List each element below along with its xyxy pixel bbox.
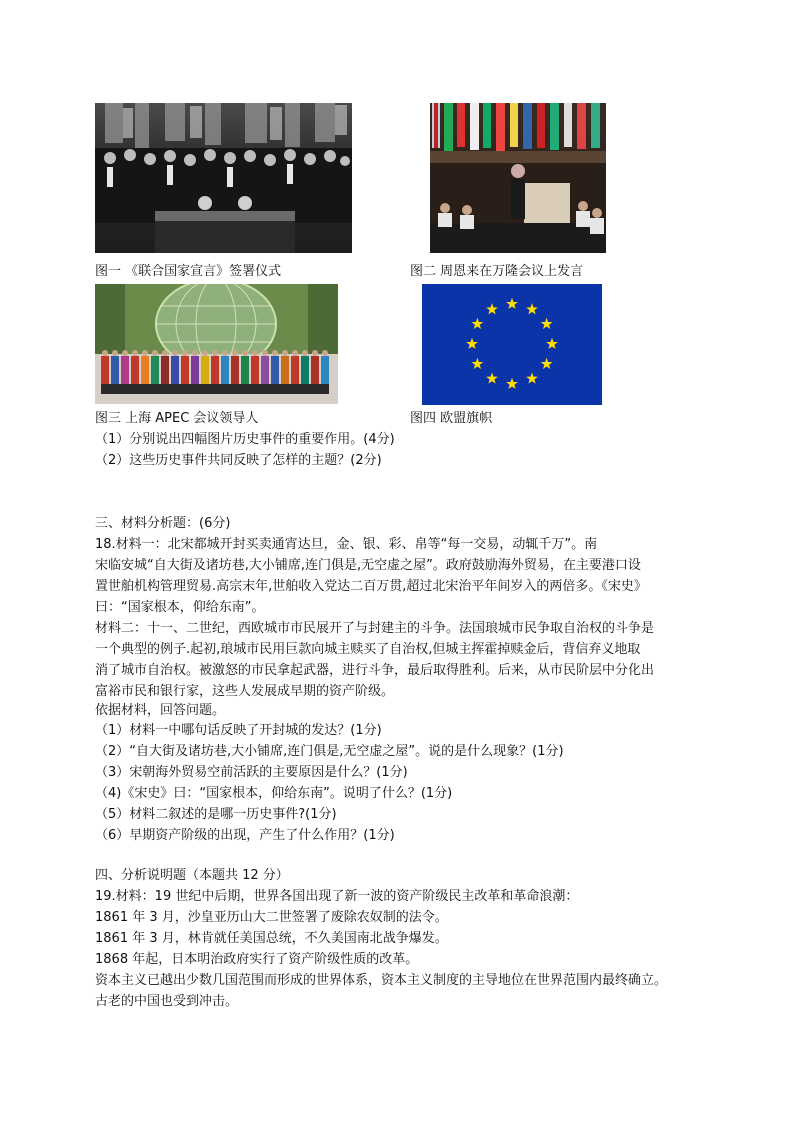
section4-line1: 19.材料：19 世纪中后期，世界各国出现了新一波的资产阶级民主改革和革命浪潮： (95, 889, 579, 904)
figure-question-1: （1）分别说出四幅图片历史事件的重要作用。(4分) (95, 432, 395, 447)
section3-question-5: （5）材料二叙述的是哪一历史事件?(1分) (95, 807, 337, 822)
section3-question-3: （3）宋朝海外贸易空前活跃的主要原因是什么？(1分) (95, 765, 408, 780)
figure-question-2: （2）这些历史事件共同反映了怎样的主题？(2分) (95, 453, 382, 468)
un-declaration-signing-photo (95, 103, 352, 253)
section3-question-1: （1）材料一中哪句话反映了开封城的发达？(1分) (95, 723, 382, 738)
section4-line6: 古老的中国也受到冲击。 (95, 994, 239, 1009)
eu-star-icon (541, 358, 553, 369)
figure1-caption: 图一 《联合国家宣言》签署仪式 (95, 264, 282, 279)
material2-line1: 材料二：十一、二世纪，西欧城市市民展开了与封建主的斗争。法国琅城市民争取自治权的斗争是 (95, 621, 655, 636)
eu-star-icon (541, 318, 553, 329)
section3-question-6: （6）早期资产阶级的出现，产生了什么作用？(1分) (95, 828, 395, 843)
eu-star-icon (486, 303, 498, 314)
eu-star-icon (546, 338, 558, 349)
section4-line4: 1868 年起，日本明治政府实行了资产阶级性质的改革。 (95, 952, 419, 967)
answer-prompt: 依据材料，回答问题。 (95, 703, 226, 718)
eu-star-icon (526, 303, 538, 314)
material1-line3: 置世舶机构管理贸易.高宗末年,世舶收入党达二百万贯,超过北宋治平年间岁入的两倍多。《宋史》 (95, 579, 647, 594)
figure2-caption: 图二 周恩来在万隆会议上发言 (410, 264, 584, 279)
section4-heading: 四、分析说明题（本题共 12 分） (95, 868, 289, 883)
eu-star-icon (471, 358, 483, 369)
material2-line3: 消了城市自治权。被激怒的市民拿起武器，进行斗争，最后取得胜利。后来，从市民阶层中分化出 (95, 663, 655, 678)
figure3-caption: 图三 上海 APEC 会议领导人 (95, 411, 259, 426)
eu-star-icon (526, 372, 538, 383)
material1-line2: 宋临安城“自大街及诸坊巷,大小铺席,连门俱是,无空虚之屋”。政府鼓励海外贸易，在主要港口设 (95, 558, 641, 573)
material1-line1: 18.材料一：北宋都城开封买卖通宵达旦，金、银、彩、帛等“每一交易，动辄千万”。南 (95, 537, 598, 552)
material2-line4: 富裕市民和银行家，这些人发展成早期的资产阶级。 (95, 684, 395, 699)
eu-star-icon (486, 372, 498, 383)
apec-leaders-photo (95, 284, 338, 404)
section4-line2: 1861 年 3 月，沙皇亚历山大二世签署了废除农奴制的法令。 (95, 910, 448, 925)
section4-line3: 1861 年 3 月，林肯就任美国总统，不久美国南北战争爆发。 (95, 931, 448, 946)
section4-line5: 资本主义已越出少数几国范围而形成的世界体系，资本主义制度的主导地位在世界范围内最终确立。 (95, 973, 668, 988)
eu-star-icon (471, 318, 483, 329)
section3-question-2: （2）“自大街及诸坊巷,大小铺席,连门俱是,无空虚之屋”。说的是什么现象？(1分) (95, 744, 564, 759)
material1-line4: 曰：“国家根本，仰给东南”。 (95, 600, 265, 615)
section3-heading: 三、材料分析题：(6分) (95, 516, 231, 531)
material2-line2: 一个典型的例子.起初,琅城市民用巨款向城主赎买了自治权,但城主挥霍掉赎金后，背信弃义地取 (95, 642, 641, 657)
eu-star-icon (506, 298, 518, 309)
figure4-caption: 图四 欧盟旗帜 (410, 411, 493, 426)
eu-star-icon (506, 378, 518, 389)
bandung-conference-photo (430, 103, 606, 253)
eu-flag-image (422, 284, 602, 405)
section3-question-4: （4)《宋史》曰：“国家根本，仰给东南”。说明了什么？(1分) (95, 786, 453, 801)
eu-star-icon (466, 338, 478, 349)
